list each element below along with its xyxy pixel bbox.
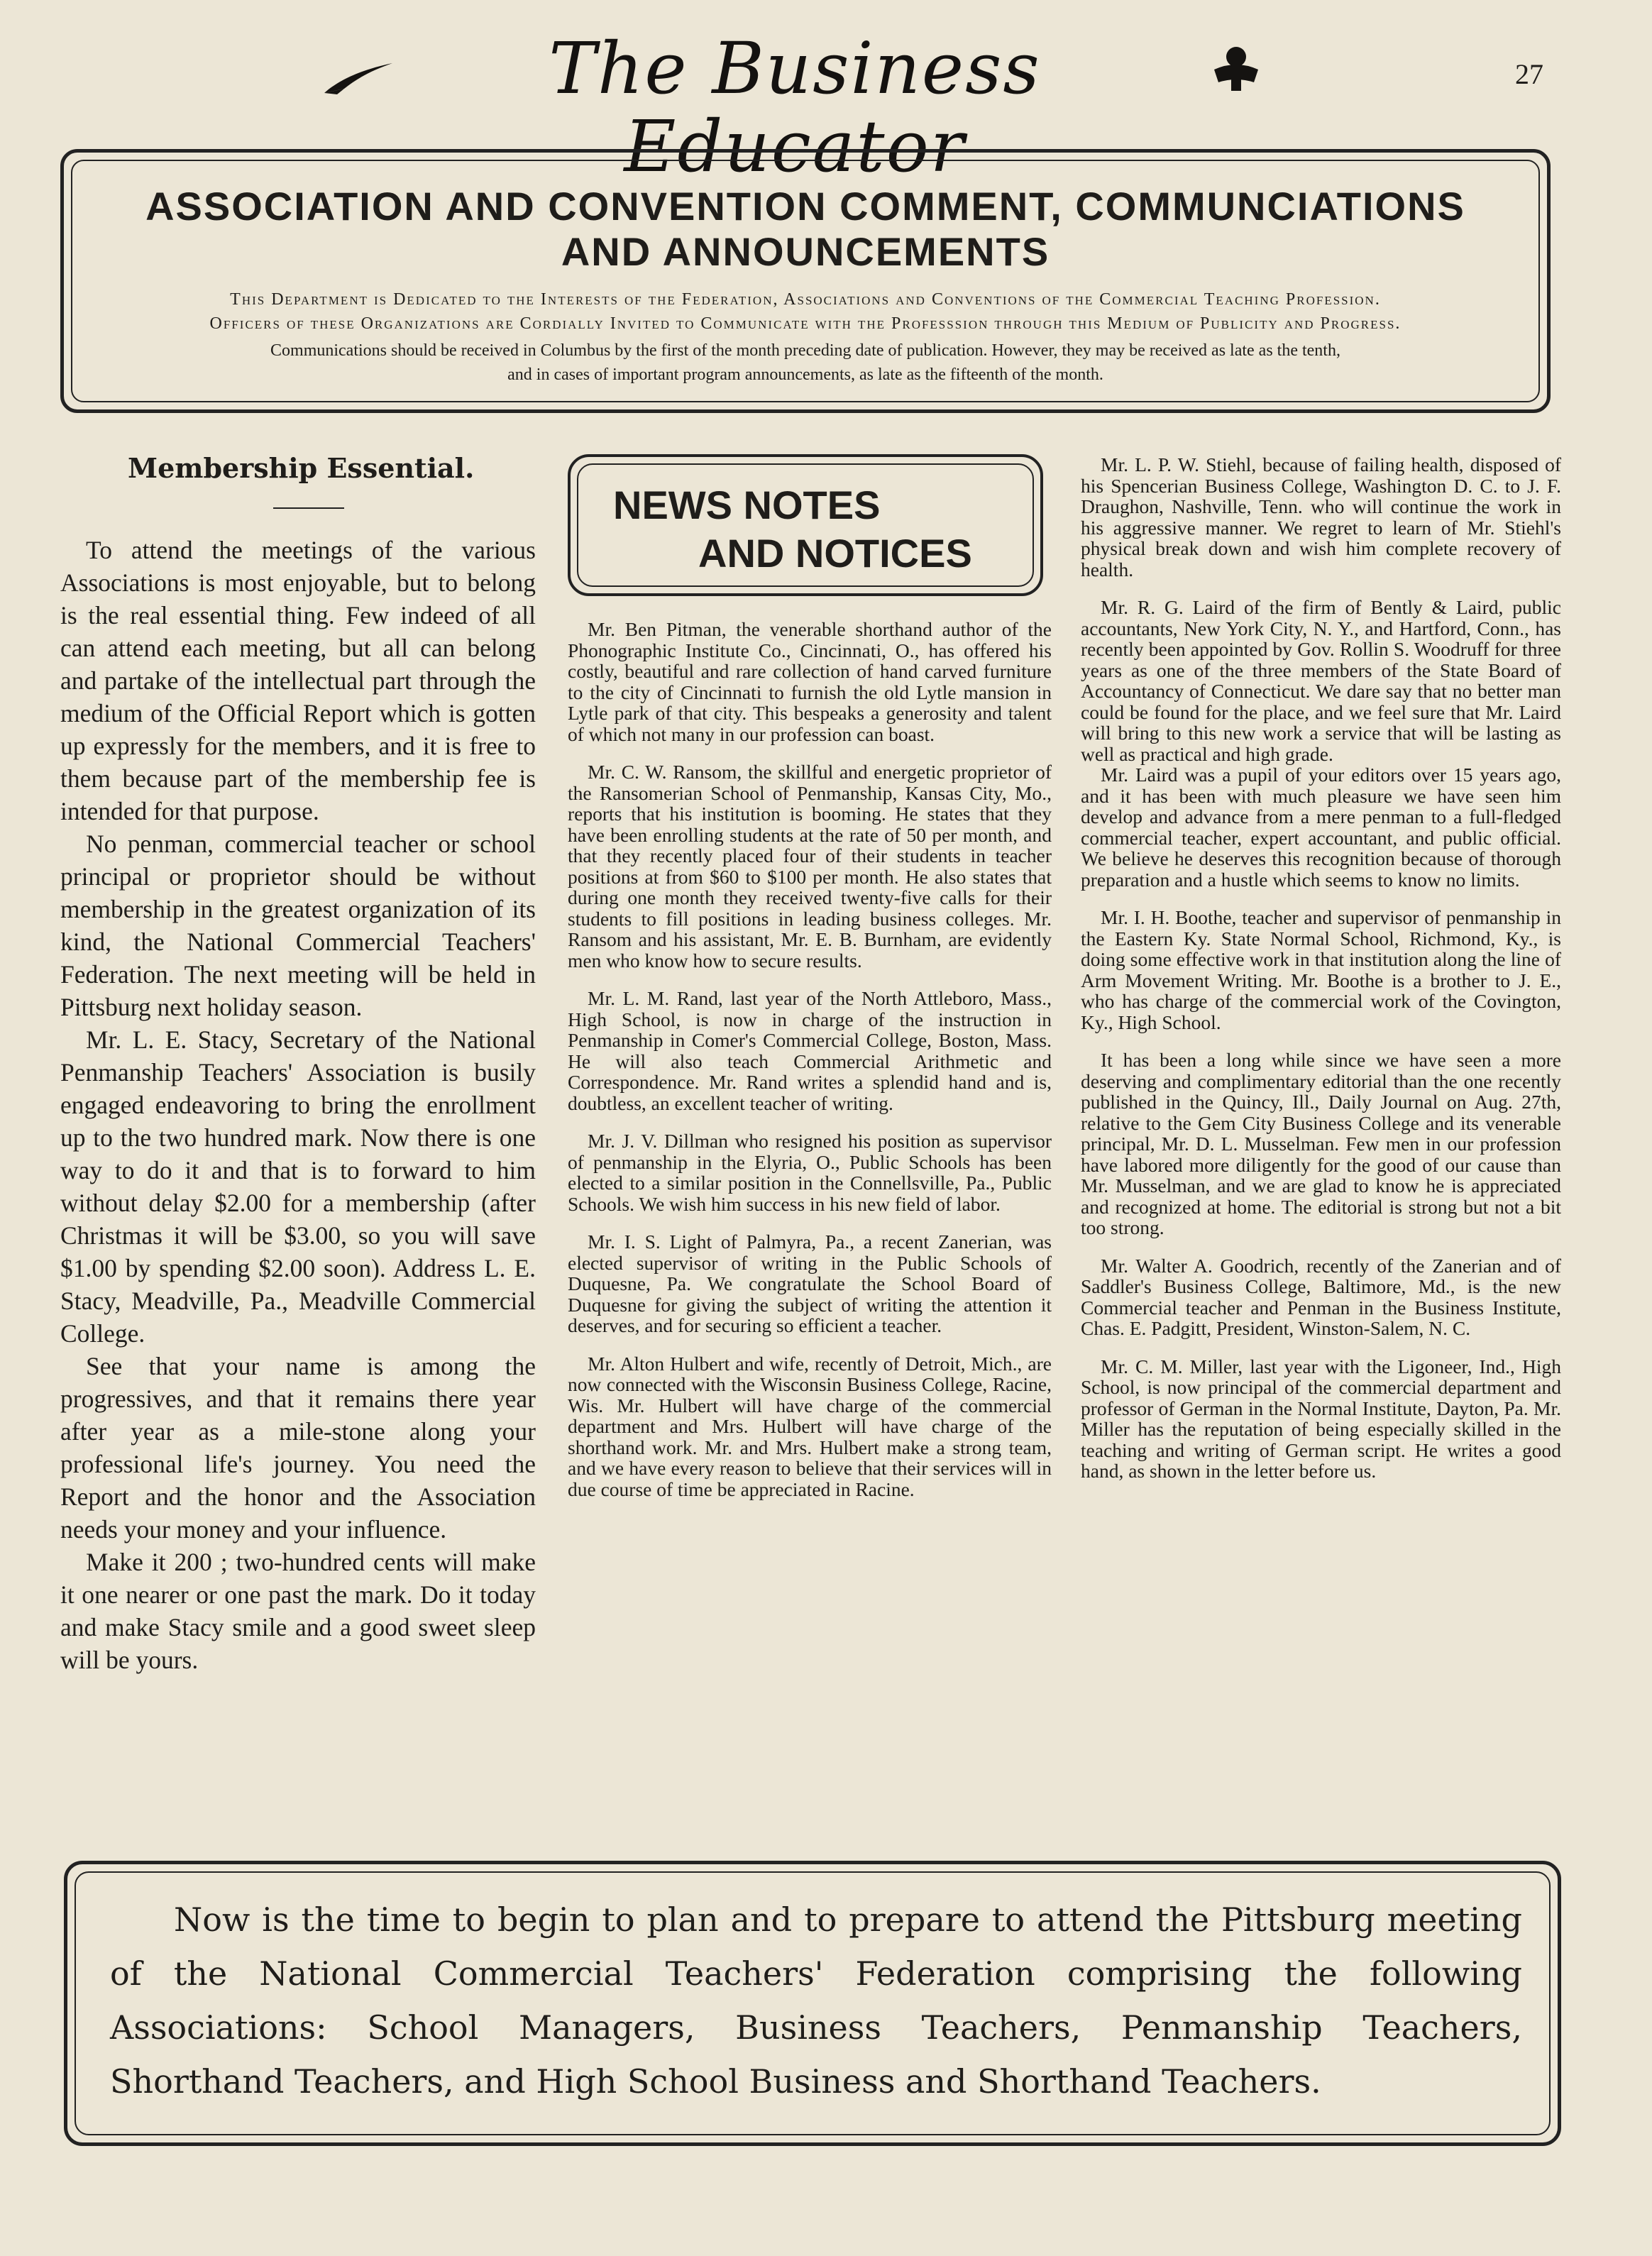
department-title bbox=[106, 184, 1504, 275]
membership-paragraph: Mr. L. E. Stacy, Secretary of the National Penmanship Teachers' Association is busily engaged endeavoring to bring the enrollment up to the two hundred mark. Now there is one way to do it and that is to forward to him without delay $2.00 for a membership (after Christmas it will be $3.00, so you will save $1.00 by spending $2.00 soon). Address L. E. Stacy, Meadville, Pa., Meadville Commercial College. bbox=[60, 1025, 536, 1348]
masthead-title: The Business Educator bbox=[549, 27, 1041, 188]
department-title-line-1: ASSOCIATION AND CONVENTION COMMENT, COMMUNCIATIONS bbox=[145, 184, 1465, 229]
pittsburg-meeting-announcement-box bbox=[64, 1861, 1561, 2146]
dedication-line-2: Officers of these Organizations are Cordially Invited to Communicate with the Professsion through this Medium of Publicity and Progress. bbox=[209, 314, 1402, 333]
news-item: Mr. J. V. Dillman who resigned his position as supervisor of penmanship in the Elyria, O., Public Schools has been elected to a similar position in the Connellsville, Pa., Public Schools. We wish him success in his new field of labor. bbox=[568, 1130, 1052, 1215]
page-number: 27 bbox=[1515, 58, 1543, 90]
department-title-line-2: AND ANNOUNCEMENTS bbox=[561, 229, 1050, 274]
heading-divider bbox=[273, 507, 344, 509]
news-title-line-1: NEWS NOTES bbox=[613, 483, 881, 527]
news-item: Mr. Laird was a pupil of your editors over 15 years ago, and it has been with much pleasure we have seen him develop and advance from a mere penman to a full-fledged commercial teacher, expert accountant, and public official. We believe he deserves this recognition because of thorough preparation and a hustle which seems to know no limits. bbox=[1081, 764, 1561, 891]
department-dedication bbox=[99, 287, 1511, 336]
news-column-middle bbox=[568, 619, 1052, 1517]
dedication-line-1: This Department is Dedicated to the Interests of the Federation, Associations and Conventions of the Commercial Teaching Profession. bbox=[230, 290, 1381, 309]
news-item: Mr. I. H. Boothe, teacher and supervisor of penmanship in the Eastern Ky. State Normal School, Richmond, Ky., is doing some effective work in that institution along the line of Arm Movement Writing. Mr. Boothe is a brother to J. E., who has charge of the commercial work of the Covington, Ky., High School. bbox=[1081, 906, 1561, 1033]
news-item: Mr. Walter A. Goodrich, recently of the Zanerian and of Saddler's Business College, Baltimore, Md., is the new Commercial teacher and Penman in the Business Institute, Chas. E. Padgitt, President, Winston-Salem, N. C. bbox=[1081, 1254, 1561, 1339]
communication-line-1: Communications should be received in Columbus by the first of the month preceding date of publication. However, they may be received as late as the tenth, bbox=[270, 341, 1340, 360]
pittsburg-meeting-announcement: Now is the time to begin to plan and to prepare to attend the Pittsburg meeting of the National Commercial Teachers' Federation comprising the following Associations: School Managers, Business Teachers, Penmanship Teachers, Shorthand Teachers, and High School Business and Shorthand Teachers. bbox=[110, 1900, 1522, 2101]
masthead bbox=[0, 21, 1652, 188]
membership-paragraph: Make it 200 ; two-hundred cents will make it one nearer or one past the mark. Do it today and make Stacy smile and a good sweet sleep will be yours. bbox=[60, 1548, 536, 1674]
news-item: Mr. I. S. Light of Palmyra, Pa., a recent Zanerian, was elected supervisor of writing in the Public Schools of Duquesne, Pa. We congratulate the School Board of Duquesne for giving the subject of writing the attention it deserves, and for securing so efficient a teacher. bbox=[568, 1231, 1052, 1336]
membership-heading: Membership Essential. bbox=[128, 452, 475, 484]
news-item: It has been a long while since we have seen a more deserving and complimentary editorial than the one recently published in the Quincy, Ill., Daily Journal on Aug. 27th, relative to the Gem City Business College and its venerable principal, Mr. D. L. Musselman. Few men in our profession have labored more diligently for the good of our cause than Mr. Musselman, and we are glad to know he is appreciated and recognized at home. The editorial is strong but not a bit too strong. bbox=[1081, 1049, 1561, 1238]
communication-notice bbox=[99, 339, 1511, 387]
news-column-right bbox=[1081, 454, 1561, 1499]
quill-pen-icon bbox=[323, 60, 394, 96]
news-notes-title-box bbox=[568, 454, 1043, 596]
membership-paragraph: See that your name is among the progressives, and that it remains there year after year as a mile-stone along your professional life's journey. You need the Report and the honor and the Association needs your money and your influence. bbox=[60, 1352, 536, 1544]
news-item: Mr. Alton Hulbert and wife, recently of Detroit, Mich., are now connected with the Wisconsin Business College, Racine, Wis. Mr. Hulbert will have charge of the commercial department and Mrs. Hulbert will have charge of the shorthand work. Mr. and Mrs. Hulbert make a strong team, and we have every reason to believe that their services will in due course of time be appreciated in Racine. bbox=[568, 1352, 1052, 1500]
news-title-line-2: AND NOTICES bbox=[698, 531, 972, 576]
department-header-box bbox=[60, 149, 1551, 413]
membership-paragraph: To attend the meetings of the various Associations is most enjoyable, but to belong is the real essential thing. Few indeed of all can attend each meeting, but all can belong and partake of the intellectual part through the medium of the Official Report which is gotten up expressly for the members, and it is free to them because part of the membership fee is intended for that purpose. bbox=[60, 536, 536, 825]
membership-column bbox=[60, 447, 536, 1676]
communication-line-2: and in cases of important program announcements, as late as the fifteenth of the month. bbox=[507, 365, 1103, 384]
news-item: Mr. L. M. Rand, last year of the North Attleboro, Mass., High School, is now in charge of the instruction in Penmanship in Comer's Commercial College, Boston, Mass. He will also teach Commercial Arithmetic and Correspondence. Mr. Rand writes a splendid hand and is, doubtless, an excellent teacher of writing. bbox=[568, 987, 1052, 1114]
news-item: Mr. L. P. W. Stiehl, because of failing health, disposed of his Spencerian Business College, Washington D. C. to J. F. Draughon, Nashville, Tenn. who will continue the work in his aggressive manner. We regret to learn of Mr. Stiehl's physical break down and wish him complete recovery of health. bbox=[1081, 453, 1561, 580]
membership-paragraph: No penman, commercial teacher or school principal or proprietor should be without membership in the greatest organization of its kind, the National Commercial Teachers' Federation. The next meeting will be held in Pittsburg next holiday season. bbox=[60, 830, 536, 1021]
news-item: Mr. C. W. Ransom, the skillful and energetic proprietor of the Ransomerian School of Penmanship, Kansas City, Mo., reports that his institution is booming. He states that they have been enrolling students at the rate of 50 per month, and that they recently placed four of their students in teacher positions at from $60 to $100 per month. He also states that during one month they received twenty-five calls for their students to fill positions in leading business colleges. Mr. Ransom and his assistant, Mr. E. B. Burnham, are evidently men who know how to secure results. bbox=[568, 761, 1052, 972]
news-item: Mr. R. G. Laird of the firm of Bently & Laird, public accountants, New York City, N. Y., and Hartford, Conn., has recently been appointed by Gov. Rollin S. Woodruff for three years as one of the three members of the State Board of Accountancy of Connecticut. We dare say that no better man could be found for the place, and we feel sure that Mr. Laird will bring to this new work a service that will be lasting as well as practical and high grade. bbox=[1081, 596, 1561, 765]
news-item: Mr. Ben Pitman, the venerable shorthand author of the Phonographic Institute Co., Cincinnati, O., has offered his costly, beautiful and rare collection of hand carved furniture to the city of Cincinnati to furnish the old Lytle mansion in Lytle park of that city. This bespeaks a generosity and talent of which not many in our profession can boast. bbox=[568, 618, 1052, 745]
winged-emblem-icon bbox=[1210, 41, 1262, 94]
news-item: Mr. C. M. Miller, last year with the Ligoneer, Ind., High School, is now principal of the commercial department and professor of German in the Normal Institute, Dayton, Pa. Mr. Miller has the reputation of being especially skilled in the teaching and writing of German script. He writes a good hand, as shown in the letter before us. bbox=[1081, 1355, 1561, 1482]
